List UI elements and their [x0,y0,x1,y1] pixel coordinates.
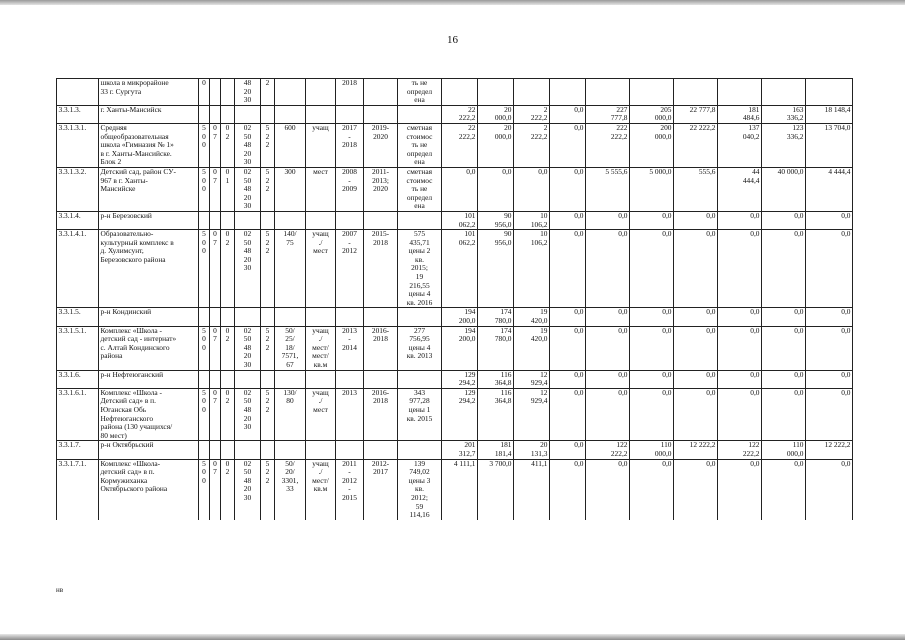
cell-code: 3.3.1.6.1. [57,388,99,441]
cell-n: 0,0 [550,230,586,308]
cell-o: 0,0 [586,459,630,520]
cell-name: Средняя общеобразовательная школа «Гимназия № 1» в г. Ханты-Мансийске. Блок 2 [99,123,199,167]
cell-code [57,79,99,106]
cell-c: 0 2 [221,230,235,308]
cell-u: 12 222,2 [806,441,853,459]
cell-name: р-н Березовский [99,211,199,229]
scan-edge-top [0,0,905,5]
cell-n: 0,0 [550,459,586,520]
cell-u: 0,0 [806,211,853,229]
cell-t: 123 336,2 [762,123,806,167]
cell-code: 3.3.1.4.1. [57,230,99,308]
cell-c: 0 2 [221,326,235,370]
cell-name: р-н Нефтеюганский [99,370,199,388]
cell-u: 0,0 [806,370,853,388]
cell-q: 0,0 [674,211,718,229]
cell-t [762,79,806,106]
cell-j [398,211,442,229]
cell-u: 4 444,4 [806,167,853,211]
cell-u [806,79,853,106]
cell-f: 130/ 80 [275,388,306,441]
cell-f: 50/ 20/ 3301, 33 [275,459,306,520]
cell-l: 20 000,0 [478,123,514,167]
cell-c [221,441,235,459]
cell-c: 0 1 [221,167,235,211]
cell-m: 12 929,4 [514,370,550,388]
cell-p: 0,0 [630,459,674,520]
cell-e [261,105,275,123]
table-row [57,105,853,123]
cell-i [364,370,398,388]
cell-code: 3.3.1.3.2. [57,167,99,211]
cell-i: 2015- 2018 [364,230,398,308]
cell-o: 222 222,2 [586,123,630,167]
cell-d: 02 50 48 20 30 [235,123,261,167]
cell-c [221,79,235,106]
cell-f: 600 [275,123,306,167]
cell-j [398,370,442,388]
cell-i: 2012- 2017 [364,459,398,520]
cell-a: 5 0 0 [199,230,210,308]
cell-n: 0,0 [550,123,586,167]
cell-c: 0 2 [221,459,235,520]
cell-b [210,79,221,106]
cell-e: 5 2 2 [261,123,275,167]
cell-a [199,105,210,123]
cell-d [235,441,261,459]
cell-a [199,211,210,229]
cell-n: 0,0 [550,308,586,326]
cell-p: 0,0 [630,370,674,388]
cell-q: 0,0 [674,326,718,370]
cell-o: 0,0 [586,211,630,229]
cell-h [336,211,364,229]
cell-e [261,370,275,388]
cell-a: 0 [199,79,210,106]
cell-name: г. Ханты-Мансийск [99,105,199,123]
table-row [57,230,853,308]
cell-g [306,211,336,229]
cell-j [398,105,442,123]
cell-s: 44 444,4 [718,167,762,211]
cell-code: 3.3.1.6. [57,370,99,388]
cell-i [364,441,398,459]
cell-t: 0,0 [762,211,806,229]
cell-n: 0,0 [550,211,586,229]
cell-f: 300 [275,167,306,211]
cell-code: 3.3.1.5.1. [57,326,99,370]
cell-n: 0,0 [550,105,586,123]
cell-i [364,211,398,229]
cell-f: 50/ 25/ 18/ 7571, 67 [275,326,306,370]
cell-f [275,370,306,388]
cell-s: 0,0 [718,459,762,520]
cell-k: 194 200,0 [442,326,478,370]
cell-t: 0,0 [762,370,806,388]
cell-p: 0,0 [630,230,674,308]
cell-k: 194 200,0 [442,308,478,326]
cell-m: 10 106,2 [514,230,550,308]
cell-q: 22 222,2 [674,123,718,167]
cell-c: 0 2 [221,123,235,167]
cell-b: 0 7 [210,459,221,520]
cell-l: 116 364,8 [478,388,514,441]
cell-o: 0,0 [586,230,630,308]
scan-edge-bottom [0,634,905,640]
cell-b [210,105,221,123]
cell-s: 137 040,2 [718,123,762,167]
cell-p: 5 000,0 [630,167,674,211]
cell-c: 0 2 [221,388,235,441]
cell-code: 3.3.1.5. [57,308,99,326]
cell-e: 2 [261,79,275,106]
cell-o: 0,0 [586,370,630,388]
cell-a: 5 0 0 [199,388,210,441]
cell-code: 3.3.1.3. [57,105,99,123]
cell-d: 02 50 48 20 30 [235,459,261,520]
cell-g: мест [306,167,336,211]
cell-p: 0,0 [630,326,674,370]
cell-d: 02 50 48 20 30 [235,388,261,441]
cell-q: 0,0 [674,370,718,388]
cell-q: 0,0 [674,308,718,326]
cell-name: Образовательно- культурный комплекс в д. Хулимсунт, Березовского района [99,230,199,308]
cell-i: 2016- 2018 [364,388,398,441]
cell-n: 0,0 [550,388,586,441]
cell-l: 90 956,0 [478,230,514,308]
cell-b: 0 7 [210,167,221,211]
cell-t: 0,0 [762,388,806,441]
cell-q [674,79,718,106]
cell-b [210,441,221,459]
cell-k: 22 222,2 [442,123,478,167]
cell-u: 13 704,0 [806,123,853,167]
cell-g [306,79,336,106]
cell-a [199,308,210,326]
cell-i [364,79,398,106]
cell-t: 0,0 [762,308,806,326]
cell-k: 0,0 [442,167,478,211]
cell-i [364,308,398,326]
cell-t: 163 336,2 [762,105,806,123]
cell-j: 343 977,28 цены 1 кв. 2015 [398,388,442,441]
cell-q: 555,6 [674,167,718,211]
cell-n [550,79,586,106]
cell-n: 0,0 [550,370,586,388]
table-row [57,370,853,388]
cell-g [306,105,336,123]
cell-l [478,79,514,106]
table-row [57,167,853,211]
cell-e [261,308,275,326]
cell-h: 2013 - 2014 [336,326,364,370]
table-row [57,388,853,441]
cell-d: 02 50 48 20 30 [235,326,261,370]
cell-d [235,211,261,229]
cell-l: 174 780,0 [478,308,514,326]
table-row [57,211,853,229]
cell-d: 48 20 30 [235,79,261,106]
cell-k [442,79,478,106]
cell-j [398,308,442,326]
cell-h: 2013 [336,388,364,441]
cell-g [306,441,336,459]
cell-c [221,105,235,123]
cell-e: 5 2 2 [261,326,275,370]
cell-k: 101 062,2 [442,230,478,308]
cell-j: сметная стоимос ть не определ ена [398,167,442,211]
cell-s: 0,0 [718,308,762,326]
cell-a [199,441,210,459]
cell-m: 2 222,2 [514,105,550,123]
cell-b: 0 7 [210,326,221,370]
cell-s: 122 222,2 [718,441,762,459]
cell-k: 101 062,2 [442,211,478,229]
cell-h [336,308,364,326]
cell-a: 5 0 0 [199,459,210,520]
cell-k: 201 312,7 [442,441,478,459]
cell-n: 0,0 [550,326,586,370]
cell-m: 19 420,0 [514,326,550,370]
cell-n: 0,0 [550,441,586,459]
cell-m: 19 420,0 [514,308,550,326]
cell-a: 5 0 0 [199,326,210,370]
cell-c [221,211,235,229]
cell-f [275,79,306,106]
cell-k: 129 294,2 [442,370,478,388]
cell-name: р-н Кондинский [99,308,199,326]
cell-a: 5 0 0 [199,123,210,167]
cell-code: 3.3.1.7.1. [57,459,99,520]
cell-g [306,308,336,326]
table-row [57,308,853,326]
cell-l: 174 780,0 [478,326,514,370]
cell-g: учащ ./ мест [306,388,336,441]
cell-p: 0,0 [630,308,674,326]
cell-t: 40 000,0 [762,167,806,211]
cell-d [235,308,261,326]
cell-s: 0,0 [718,230,762,308]
cell-q: 22 777,8 [674,105,718,123]
cell-s: 0,0 [718,211,762,229]
cell-p: 0,0 [630,211,674,229]
cell-o: 5 555,6 [586,167,630,211]
cell-e [261,211,275,229]
cell-a: 5 0 0 [199,167,210,211]
cell-d [235,105,261,123]
cell-name: Детский сад, район СУ- 967 в г. Ханты- Мансийске [99,167,199,211]
cell-f [275,105,306,123]
cell-c [221,370,235,388]
cell-h: 2017 - 2018 [336,123,364,167]
cell-l: 0,0 [478,167,514,211]
cell-o: 0,0 [586,388,630,441]
cell-i: 2019- 2020 [364,123,398,167]
cell-u: 18 148,4 [806,105,853,123]
cell-name: школа в микрорайоне 33 г. Сургута [99,79,199,106]
cell-name: Комплекс «Школа - детский сад - интернат» с. Алтай Кондинского района [99,326,199,370]
cell-d: 02 50 48 20 30 [235,230,261,308]
cell-f [275,441,306,459]
cell-e: 5 2 2 [261,388,275,441]
cell-l: 20 000,0 [478,105,514,123]
cell-i: 2016- 2018 [364,326,398,370]
cell-b [210,308,221,326]
cell-q: 0,0 [674,459,718,520]
cell-l: 90 956,0 [478,211,514,229]
cell-s: 0,0 [718,370,762,388]
cell-u: 0,0 [806,388,853,441]
cell-d: 02 50 48 20 30 [235,167,261,211]
cell-e: 5 2 2 [261,459,275,520]
cell-h: 2008 - 2009 [336,167,364,211]
cell-a [199,370,210,388]
cell-m: 411,1 [514,459,550,520]
cell-code: 3.3.1.3.1. [57,123,99,167]
cell-m: 10 106,2 [514,211,550,229]
cell-name: р-н Октябрьский [99,441,199,459]
table-row [57,441,853,459]
cell-b [210,370,221,388]
cell-p: 200 000,0 [630,123,674,167]
cell-h [336,105,364,123]
cell-code: 3.3.1.7. [57,441,99,459]
cell-f [275,211,306,229]
cell-l: 3 700,0 [478,459,514,520]
cell-i [364,105,398,123]
cell-b [210,211,221,229]
cell-l: 116 364,8 [478,370,514,388]
cell-q: 0,0 [674,388,718,441]
cell-g: учащ ./ мест/ мест/ кв.м [306,326,336,370]
cell-o: 0,0 [586,326,630,370]
cell-s: 181 484,6 [718,105,762,123]
cell-t: 0,0 [762,326,806,370]
cell-g [306,370,336,388]
cell-b: 0 7 [210,123,221,167]
cell-j: 277 756,95 цены 4 кв. 2013 [398,326,442,370]
cell-b: 0 7 [210,388,221,441]
cell-i: 2011- 2013; 2020 [364,167,398,211]
cell-k: 129 294,2 [442,388,478,441]
cell-h [336,370,364,388]
cell-h [336,441,364,459]
cell-j [398,441,442,459]
cell-o: 0,0 [586,308,630,326]
cell-o [586,79,630,106]
cell-m: 2 222,2 [514,123,550,167]
cell-u: 0,0 [806,308,853,326]
table-row [57,79,853,106]
cell-g: учащ ./ мест/ кв.м [306,459,336,520]
cell-m: 20 131,3 [514,441,550,459]
cell-j: сметная стоимос ть не определ ена [398,123,442,167]
page-number: 16 [447,34,458,46]
cell-f [275,308,306,326]
cell-q: 0,0 [674,230,718,308]
cell-b: 0 7 [210,230,221,308]
cell-o: 122 222,2 [586,441,630,459]
table-row [57,326,853,370]
cell-m: 12 929,4 [514,388,550,441]
cell-c [221,308,235,326]
cell-l: 181 181,4 [478,441,514,459]
cell-p: 205 000,0 [630,105,674,123]
investment-program-table [56,78,853,520]
cell-p [630,79,674,106]
cell-u: 0,0 [806,459,853,520]
cell-t: 0,0 [762,230,806,308]
cell-p: 110 000,0 [630,441,674,459]
cell-name: Комплекс «Школа- детский сад» в п. Кормужиханка Октябрьского района [99,459,199,520]
table-row [57,123,853,167]
cell-j: 575 435,71 цены 2 кв. 2015; 19 216,55 цены 4 кв. 2016 [398,230,442,308]
cell-j: ть не определ ена [398,79,442,106]
cell-g: учащ ./ мест [306,230,336,308]
cell-h: 2011 - 2012 - 2015 [336,459,364,520]
cell-g: учащ [306,123,336,167]
cell-s: 0,0 [718,326,762,370]
cell-k: 4 111,1 [442,459,478,520]
cell-o: 227 777,8 [586,105,630,123]
cell-code: 3.3.1.4. [57,211,99,229]
cell-m [514,79,550,106]
footer-mark: нв [56,586,64,594]
cell-name: Комплекс «Школа - Детский сад» в п. Юганская Обь Нефтеюганского района (130 учащихся/ 80 мест) [99,388,199,441]
cell-t: 110 000,0 [762,441,806,459]
cell-k: 22 222,2 [442,105,478,123]
cell-e: 5 2 2 [261,230,275,308]
cell-n: 0,0 [550,167,586,211]
cell-f: 140/ 75 [275,230,306,308]
cell-q: 12 222,2 [674,441,718,459]
cell-h: 2007 - 2012 [336,230,364,308]
cell-e: 5 2 2 [261,167,275,211]
cell-u: 0,0 [806,230,853,308]
cell-p: 0,0 [630,388,674,441]
cell-s [718,79,762,106]
cell-s: 0,0 [718,388,762,441]
cell-t: 0,0 [762,459,806,520]
cell-m: 0,0 [514,167,550,211]
cell-d [235,370,261,388]
cell-e [261,441,275,459]
table-row [57,459,853,520]
cell-j: 139 749,02 цены 3 кв. 2012; 59 114,16 [398,459,442,520]
cell-u: 0,0 [806,326,853,370]
cell-h: 2018 [336,79,364,106]
